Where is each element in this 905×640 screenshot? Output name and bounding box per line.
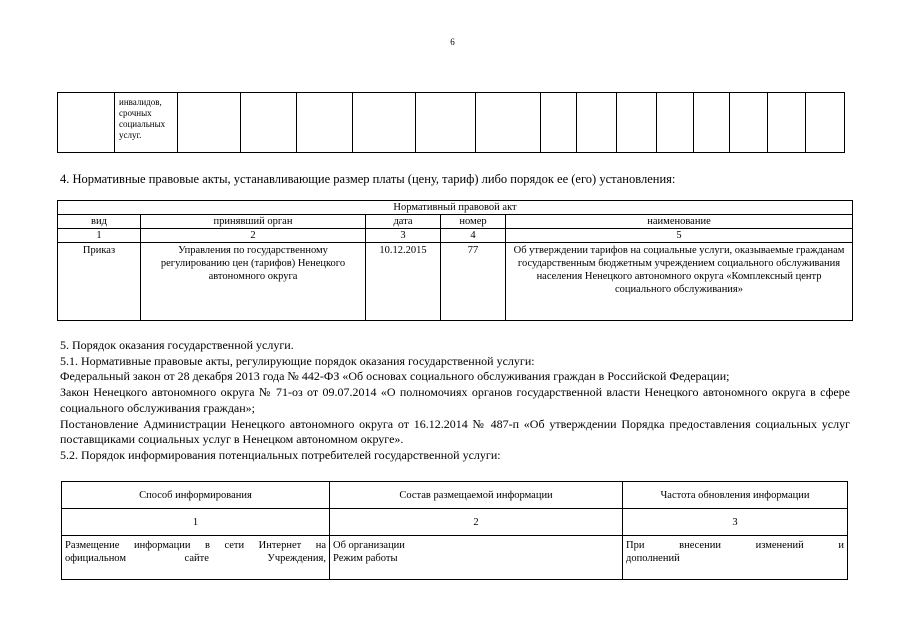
table-cell xyxy=(476,93,541,153)
table-row xyxy=(58,243,853,321)
column-number: 1 xyxy=(62,509,330,536)
table-row xyxy=(62,509,848,536)
update-frequency-cell xyxy=(623,536,848,580)
column-number: 2 xyxy=(141,229,366,243)
table-header-row xyxy=(58,215,853,229)
section-5 xyxy=(60,338,850,464)
table-header-row xyxy=(62,482,848,509)
table-row xyxy=(58,93,845,153)
act-organ-cell: Управления по государственному регулированию цен (тарифов) Ненецкого автономного округа xyxy=(141,243,366,321)
table-group-header: Нормативный правовой акт xyxy=(58,201,853,215)
section-5-heading: 5. Порядок оказания государственной услуги. xyxy=(60,338,294,352)
text-line: социальных xyxy=(119,119,166,129)
text-line: Размещение информации в сети Интернет на xyxy=(65,540,326,551)
column-header: наименование xyxy=(506,215,853,229)
normative-acts-table xyxy=(57,200,853,321)
resolution-text: Постановление Администрации Ненецкого автономного округа от 16.12.2014 № 487-п «Об утверждении Порядка предоставления социальных услуг поставщиками социальных услуг в Ненецком автономном округе». xyxy=(60,416,850,447)
section-5-1-heading: 5.1. Нормативные правовые акты, регулирующие порядок оказания государственной услуги: xyxy=(60,353,535,368)
act-number-cell: 77 xyxy=(441,243,506,321)
table-row xyxy=(62,536,848,580)
informing-table xyxy=(61,481,848,580)
table-cell xyxy=(241,93,297,153)
column-header: вид xyxy=(58,215,141,229)
table-row xyxy=(58,201,853,215)
column-number: 3 xyxy=(366,229,441,243)
text-line: Режим работы xyxy=(333,553,398,564)
table-cell xyxy=(541,93,577,153)
column-number: 1 xyxy=(58,229,141,243)
act-date-cell: 10.12.2015 xyxy=(366,243,441,321)
text-line: инвалидов, xyxy=(119,97,162,107)
section-5-2-heading: 5.2. Порядок информирования потенциальных потребителей государственной услуги: xyxy=(60,447,501,462)
informing-method-cell xyxy=(62,536,330,580)
text-line: срочных xyxy=(119,108,152,118)
table-cell xyxy=(657,93,694,153)
table-cell xyxy=(694,93,730,153)
table-cell xyxy=(178,93,241,153)
column-header: принявший орган xyxy=(141,215,366,229)
regional-law-text: Закон Ненецкого автономного округа № 71-оз от 09.07.2014 «О полномочиях органов государственной власти Ненецкого автономного округа в сфере социального обслуживания граждан»; xyxy=(60,385,850,415)
table-cell xyxy=(768,93,806,153)
column-number: 4 xyxy=(441,229,506,243)
federal-law-text: Федеральный закон от 28 декабря 2013 года № 442-ФЗ «Об основах социального обслуживания граждан в Российской Федерации; xyxy=(60,369,730,384)
column-number: 3 xyxy=(623,509,848,536)
text-line: официальном сайте Учреждения, xyxy=(65,553,326,564)
table-cell xyxy=(617,93,657,153)
act-type-cell: Приказ xyxy=(58,243,141,321)
information-content-cell xyxy=(330,536,623,580)
services-table-fragment xyxy=(57,92,845,153)
page-number: 6 xyxy=(450,37,455,47)
table-cell xyxy=(297,93,353,153)
section-4-heading: 4. Нормативные правовые акты, устанавливающие размер платы (цену, тариф) либо порядок ее (его) установления: xyxy=(60,172,676,186)
act-name-cell: Об утверждении тарифов на социальные услуги, оказываемые гражданам государственным бюджетным учреждением социального обслуживания населения Ненецкого автономного округа «Комплексный центр социального обслуживания» xyxy=(506,243,853,321)
column-number: 5 xyxy=(506,229,853,243)
table-cell xyxy=(577,93,617,153)
column-number: 2 xyxy=(330,509,623,536)
column-header: дата xyxy=(366,215,441,229)
table-row xyxy=(58,229,853,243)
table-cell xyxy=(730,93,768,153)
text-line: Об организации xyxy=(333,540,405,551)
column-header: Частота обновления информации xyxy=(623,482,848,509)
table-cell xyxy=(416,93,476,153)
table-cell xyxy=(58,93,115,153)
text-line: дополнений xyxy=(626,553,680,564)
text-line: услуг. xyxy=(119,130,142,140)
service-description-cell xyxy=(115,93,178,153)
table-cell xyxy=(353,93,416,153)
table-cell xyxy=(806,93,845,153)
column-header: Состав размещаемой информации xyxy=(330,482,623,509)
text-line: При внесении изменений и xyxy=(626,540,844,551)
column-header: Способ информирования xyxy=(62,482,330,509)
column-header: номер xyxy=(441,215,506,229)
